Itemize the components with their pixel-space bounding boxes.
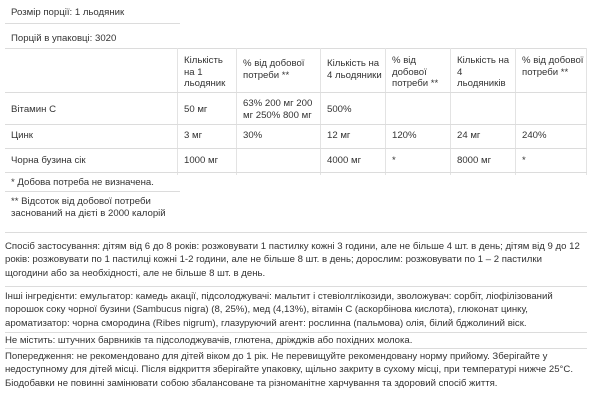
header-amount-4b: Кількість на 4 льодяників bbox=[457, 55, 510, 89]
free-from: Не містить: штучних барвників та підсолоджувачів, глютена, дріжджів або похідних молока. bbox=[5, 335, 413, 346]
divider bbox=[5, 23, 180, 24]
row-amount1-zinc: 3 мг bbox=[184, 130, 203, 141]
column-divider bbox=[450, 48, 451, 175]
divider bbox=[5, 48, 587, 49]
row-dv1-vitamin-c: 63% 200 мг 200 мг 250% 800 мг bbox=[243, 98, 313, 121]
column-divider bbox=[320, 48, 321, 175]
row-amount1-vitamin-c: 50 мг bbox=[184, 104, 208, 115]
header-dv-4: % від добової потреби ** bbox=[392, 55, 439, 89]
divider bbox=[5, 92, 587, 93]
row-amount4-elderberry: 4000 мг bbox=[327, 155, 362, 166]
row-dv1-zinc: 30% bbox=[243, 130, 263, 141]
row-dv4b-zinc: 240% bbox=[522, 130, 547, 141]
column-divider bbox=[236, 48, 237, 175]
header-dv-4b: % від добової потреби ** bbox=[522, 55, 584, 78]
divider bbox=[5, 348, 587, 349]
column-divider bbox=[385, 48, 386, 175]
divider bbox=[5, 172, 587, 173]
column-divider bbox=[586, 48, 587, 175]
header-amount-1: Кількість на 1 льодяник bbox=[184, 55, 226, 89]
servings-per-container: Порцій в упаковці: 3020 bbox=[11, 33, 117, 44]
row-amount1-elderberry: 1000 мг bbox=[184, 155, 219, 166]
divider bbox=[5, 191, 180, 192]
row-dv4-elderberry: * bbox=[392, 155, 396, 166]
header-amount-4: Кількість на 4 льодяники bbox=[327, 58, 382, 81]
column-divider bbox=[515, 48, 516, 175]
row-name-vitamin-c: Вітамин С bbox=[11, 104, 56, 115]
row-dv4b-elderberry: * bbox=[522, 155, 526, 166]
footnote-no-dv: * Добова потреба не визначена. bbox=[11, 177, 154, 188]
usage-directions: Спосіб застосування: дітям від 6 до 8 років: розжовувати 1 пастилку кожні 3 години, але не більше 4 шт. в день; дітям від 9 до 12 років: розжовувати по 1 пастилці кожні 1-2 години, але не більше 8 шт. в день; дорослим: розжовувати по 1 – 2 пастилки щогодини або за необхідності, але не більше 8 шт. в день. bbox=[5, 241, 580, 279]
row-amount4-vitamin-c: 500% bbox=[327, 104, 352, 115]
divider bbox=[5, 232, 587, 233]
divider bbox=[5, 332, 587, 333]
row-name-zinc: Цинк bbox=[11, 130, 33, 141]
header-dv-1: % від добової потреби ** bbox=[243, 58, 305, 81]
row-amount4b-zinc: 24 мг bbox=[457, 130, 481, 141]
footnote-dv-basis: ** Відсоток від добової потреби заснований на дієті в 2000 калорій bbox=[11, 196, 166, 219]
column-divider bbox=[177, 48, 178, 175]
divider bbox=[5, 148, 587, 149]
other-ingredients: Інші інгредієнти: емульгатор: камедь акації, підсолоджувачі: мальтит і стевіолглікозиди, зволожувач: сорбіт, ліофілізований порошок соку чорної бузини (Sambucus nigra) (8, 25%), мед (4,13%), вітамін С (аскорбінова кислота), глюконат цинку, ароматизатор: чорна смородина (Ribes nigrum), глазуруючий агент: рослинна (пальмова) олія, білий бджолиний віск. bbox=[5, 291, 553, 329]
row-amount4b-elderberry: 8000 мг bbox=[457, 155, 492, 166]
divider bbox=[5, 124, 587, 125]
row-name-elderberry: Чорна бузина сік bbox=[11, 155, 86, 166]
serving-size: Розмір порції: 1 льодяник bbox=[11, 7, 125, 18]
divider bbox=[5, 286, 587, 287]
row-dv4-zinc: 120% bbox=[392, 130, 417, 141]
row-amount4-zinc: 12 мг bbox=[327, 130, 351, 141]
warning: Попередження: не рекомендовано для дітей віком до 1 рік. Не перевищуйте рекомендовану норму прийому. Зберігайте у недоступному для дітей місці. Після відкриття зберігайте упаковку, щільно закриту в сухому місці, при температурі нижче 25°C. Біодобавки не повинні замінювати собою збалансоване та різноманітне харчування та здоровий спосіб життя. bbox=[5, 351, 573, 389]
